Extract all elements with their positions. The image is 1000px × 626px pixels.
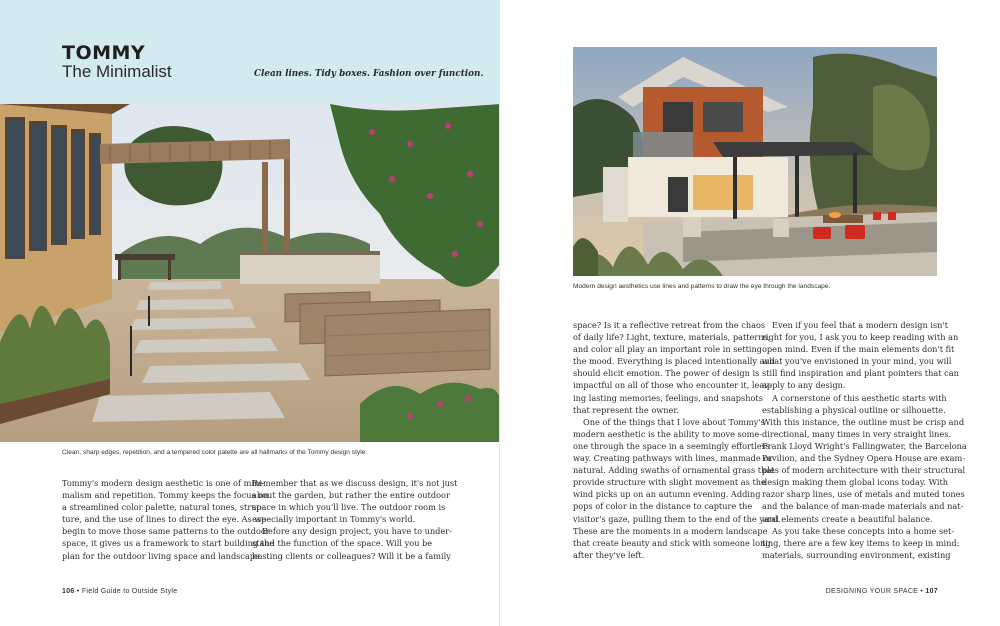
text-line: open mind. Even if the main elements don't fit [762,344,955,355]
folio-left [62,588,177,595]
text-line: razor sharp lines, use of metals and muted tones [762,489,965,500]
modern-house-photo [573,47,937,276]
text-line: ing lasting memories, feelings, and snapshots [573,392,763,403]
text-line: Pavilion, and the Sydney Opera House are exam- [762,453,966,464]
photo-caption: Clean, sharp edges, repetition, and a tempered color palette are all hallmarks of the Tommy design style. [62,449,368,456]
text-line: Remember that as we discuss design, it's not just [252,478,458,488]
text-line: one through the space in a seemingly effortless [573,440,771,451]
text-line: and color all play an important role in setting [573,344,762,355]
body-column-2 [762,319,967,561]
text-line: that represent the owner. [573,404,679,415]
text-line: modern aesthetic is the ability to move some- [573,428,763,439]
text-line: pops of color in the distance to capture the [573,501,753,512]
running-title: Field Guide to Outside Style [81,588,178,595]
text-line: and the balance of man-made materials and nat- [762,501,964,512]
page-number: 106 [62,588,75,595]
text-line: stand the function of the space. Will you be [252,538,433,549]
text-line: ural elements create a beautiful balance. [762,513,933,524]
text-line: materials, surrounding environment, existing [762,549,951,560]
text-line: of daily life? Light, texture, materials, patterns, [573,332,771,343]
text-line: These are the moments in a modern landscape [573,525,768,536]
text-line: directional, many times in very straight lines. [762,428,952,439]
text-line: should elicit emotion. The power of design is [573,368,760,379]
text-line: what you've envisioned in your mind, you will [762,356,952,367]
folio-right [826,588,938,595]
photo-caption: Modern design aesthetics use lines and patterns to draw the eye through the landscape. [573,283,831,290]
text-line: visitor's gaze, pulling them to the end of the yard. [573,513,781,524]
text-line: a streamlined color palette, natural tones, struc- [62,502,264,513]
text-line: As you take these concepts into a home set- [772,525,955,536]
text-line: design making them global icons today. With [762,477,949,488]
text-line: With this instance, the outline must be crisp and [762,416,965,427]
text-line: Even if you feel that a modern design isn't [772,320,948,330]
tagline: Clean lines. Tidy boxes. Fashion over function. [254,69,484,79]
text-line: ting, there are a few key items to keep in mind: [762,537,960,548]
persona-subtitle: The Minimalist [62,62,172,81]
body-column-2 [252,477,457,562]
body-column-1 [573,319,781,561]
text-line: space, it gives us a framework to start building the [62,538,275,549]
folio-separator: • [920,588,924,595]
text-line: A cornerstone of this aesthetic starts with [772,392,947,403]
garden-patio-photo [0,104,500,442]
running-title: DESIGNING YOUR SPACE [825,588,919,595]
folio-separator: • [76,588,80,595]
right-page [500,0,1000,626]
text-line: space? Is it a reflective retreat from the chaos [573,320,766,330]
text-line: about the garden, but rather the entire outdoor [252,490,450,501]
text-line: impactful on all of those who encounter it, leav- [573,380,772,391]
text-line: Tommy's modern design aesthetic is one of mini- [62,478,265,488]
text-line: malism and repetition. Tommy keeps the focus on [62,490,269,501]
page-number: 107 [925,588,938,595]
text-line: ture, and the use of lines to direct the eye. As we [62,514,267,525]
text-line: hosting clients or colleagues? Will it be a family [252,550,451,561]
text-line: the mood. Everything is placed intentionally and [573,356,775,367]
text-line: wind picks up on an autumn evening. Adding [573,489,761,500]
text-line: provide structure with slight movement as the [573,477,766,488]
text-line: still find inspiration and plant pointers that can [762,368,959,379]
text-line: One of the things that I love about Tommy's [583,416,765,427]
text-line: right for you, I ask you to keep reading with an [762,332,959,343]
text-line: Frank Lloyd Wright's Fallingwater, the Barcelona [762,440,967,451]
text-line: begin to move those same patterns to the outdoor [62,526,270,537]
text-line: Before any design project, you have to under- [262,526,452,537]
text-line: natural. Adding swaths of ornamental grass that [573,465,775,476]
text-line: way. Creating pathways with lines, manmade or [573,453,773,464]
text-line: ples of modern architecture with their structural [762,465,966,476]
text-line: that create beauty and stick with someone long [573,537,771,548]
text-line: apply to any design. [762,380,846,391]
text-line: space in which you'll live. The outdoor room is [252,502,446,513]
text-line: especially important in Tommy's world. [252,514,416,525]
text-line: establishing a physical outline or silhouette. [762,404,946,415]
persona-name: TOMMY [62,42,146,64]
body-column-1 [62,477,274,562]
text-line: after they've left. [573,549,645,560]
text-line: plan for the outdoor living space and landscape. [62,550,263,561]
